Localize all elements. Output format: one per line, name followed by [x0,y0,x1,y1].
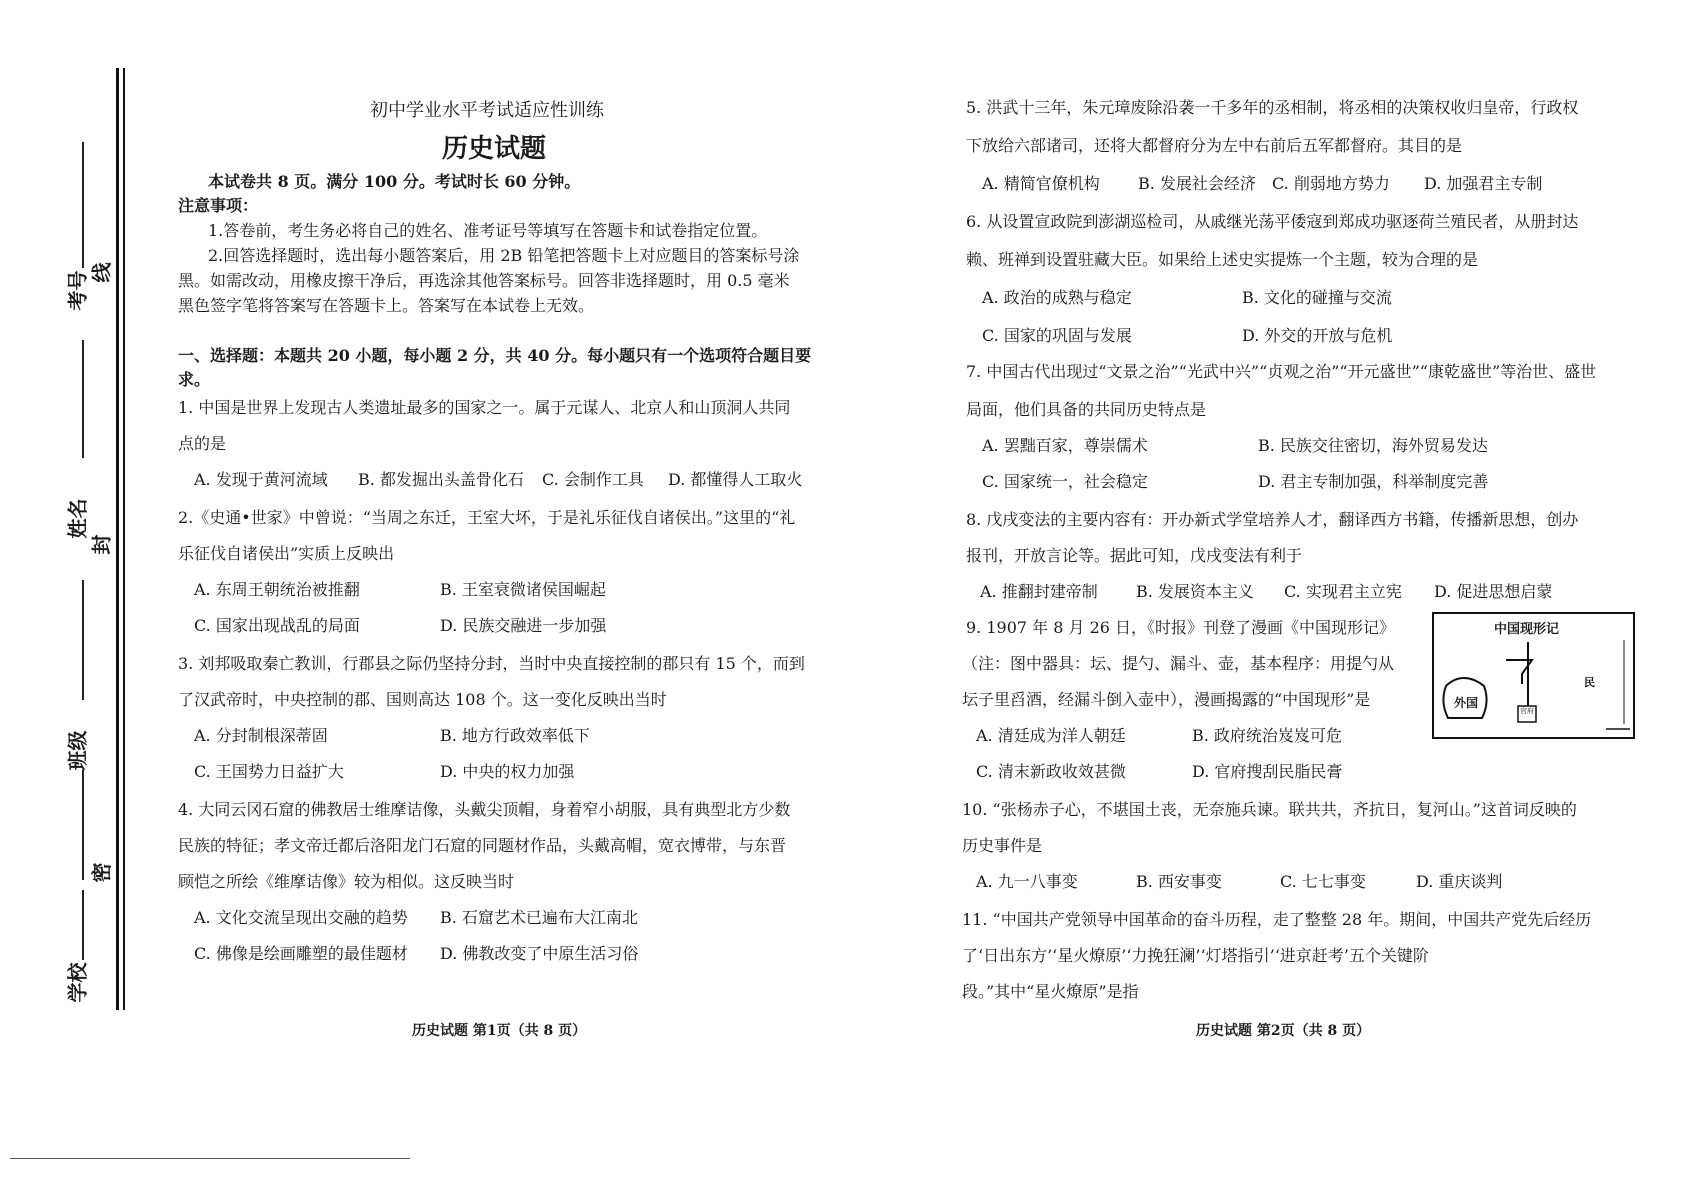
q5-option-c[interactable]: C. 削弱地方势力 [1272,174,1390,193]
question-3-line: 了汉武帝时，中央控制的郡、国则高达 108 个。这一变化反映出当时 [178,690,667,709]
secret-mark: 密 [89,862,114,883]
q4-option-d[interactable]: D. 佛教改变了中原生活习俗 [440,944,639,963]
q8-option-b[interactable]: B. 发展资本主义 [1136,582,1254,601]
question-7-line: 局面，他们具备的共同历史特点是 [966,400,1207,419]
q10-option-b[interactable]: B. 西安事变 [1136,872,1222,891]
notes-title: 注意事项： [178,196,259,215]
school-blank-lower[interactable] [82,890,84,960]
question-5-line: 5. 洪武十三年，朱元璋废除沿袭一千多年的丞相制，将丞相的决策权收归皇帝，行政权 [966,98,1579,117]
subject-heading: 历史试题 [442,134,547,164]
q5-option-b[interactable]: B. 发展社会经济 [1138,174,1256,193]
cartoon-drawing [1434,614,1633,737]
q2-option-d[interactable]: D. 民族交融进一步加强 [440,616,607,635]
question-7-line: 7. 中国古代出现过“文景之治”“光武中兴”“贞观之治”“开元盛世”“康乾盛世”等治世、盛世 [966,362,1597,381]
q10-option-a[interactable]: A. 九一八事变 [976,872,1078,891]
q9-option-c[interactable]: C. 清末新政收效甚微 [976,762,1126,781]
class-label: 班级 [65,730,90,771]
question-3-line: 3. 刘邦吸取秦亡教训，行郡县之际仍坚持分封，当时中央直接控制的郡只有 15 个，而到 [178,654,805,673]
q9-option-b[interactable]: B. 政府统治岌岌可危 [1192,726,1342,745]
question-10-line: 历史事件是 [962,836,1043,855]
q7-option-d[interactable]: D. 君主专制加强，科举制度完善 [1258,472,1489,491]
question-6-line: 6. 从设置宣政院到澎湖巡检司，从戚继光荡平倭寇到郑成功驱逐荷兰殖民者，从册封达 [966,212,1579,231]
q10-option-c[interactable]: C. 七七事变 [1280,872,1366,891]
q1-option-d[interactable]: D. 都懂得人工取火 [668,470,803,489]
question-5-line: 下放给六部诸司，还将大都督府分为左中右前后五军都督府。其目的是 [966,136,1463,155]
question-9-line: 9. 1907 年 8 月 26 日，《时报》刊登了漫画《中国现形记》 [966,618,1396,637]
question-9-line: （注：图中器具：坛、提勺、漏斗、壶，基本程序：用提勺从 [962,654,1395,673]
q1-option-a[interactable]: A. 发现于黄河流域 [194,470,328,489]
q8-option-c[interactable]: C. 实现君主立宪 [1284,582,1402,601]
question-11-line: 11. “中国共产党领导中国革命的奋斗历程，走了整整 28 年。期间，中国共产党先后经历 [962,910,1592,929]
note-line: 1.答卷前，考生务必将自己的姓名、准考证号等填写在答题卡和试卷指定位置。 [208,221,768,240]
exam-number-blank-lower[interactable] [82,340,84,458]
q9-option-d[interactable]: D. 官府搜刮民脂民膏 [1192,762,1343,781]
question-11-line: 了‘日出东方’‘星火燎原’‘力挽狂澜’‘灯塔指引’‘进京赶考’五个关键阶 [962,946,1429,965]
q5-option-a[interactable]: A. 精简官僚机构 [982,174,1100,193]
q1-option-c[interactable]: C. 会制作工具 [542,470,644,489]
class-blank[interactable] [82,580,84,700]
question-11-line: 段。”其中“星火燎原”是指 [962,982,1139,1001]
seal-line-mark: 线 [89,262,114,283]
question-6-line: 赖、班禅到设置驻藏大臣。如果给上述史实提炼一个主题，较为合理的是 [966,250,1479,269]
exam-title: 初中学业水平考试适应性训练 [370,100,604,121]
cartoon-label-people: 民 [1584,676,1595,689]
scan-edge-line [10,1158,410,1159]
q5-option-d[interactable]: D. 加强君主专制 [1424,174,1543,193]
q3-option-a[interactable]: A. 分封制根深蒂固 [194,726,328,745]
question-1-line: 点的是 [178,434,227,453]
binding-line-outer [116,68,119,1010]
page-2-footer: 历史试题 第2页（共 8 页） [1196,1023,1371,1039]
exam-number-blank[interactable] [82,142,84,268]
q6-option-d[interactable]: D. 外交的开放与危机 [1242,326,1393,345]
q2-option-c[interactable]: C. 国家出现战乱的局面 [194,616,360,635]
q7-option-c[interactable]: C. 国家统一，社会稳定 [982,472,1148,491]
note-line: 黑。如需改动，用橡皮擦干净后，再选涂其他答案标号。回答非选择题时，用 0.5 毫米 [178,271,790,290]
school-label: 学校 [65,962,90,1003]
q1-option-b[interactable]: B. 都发掘出头盖骨化石 [358,470,524,489]
q7-option-b[interactable]: B. 民族交往密切，海外贸易发达 [1258,436,1488,455]
question-8-line: 报刊，开放言论等。据此可知，戊戌变法有利于 [966,546,1303,565]
question-2-line: 乐征伐自诸侯出”实质上反映出 [178,544,395,563]
question-8-line: 8. 戊戌变法的主要内容有：开办新式学堂培养人才，翻译西方书籍，传播新思想，创办 [966,510,1579,529]
seal-mark: 封 [89,534,114,555]
page-1-footer: 历史试题 第1页（共 8 页） [412,1023,587,1039]
name-label: 姓名 [65,498,90,539]
q10-option-d[interactable]: D. 重庆谈判 [1416,872,1503,891]
q2-option-a[interactable]: A. 东周王朝统治被推翻 [194,580,360,599]
question-2-line: 2.《史通•世家》中曾说：“当周之东迁，王室大坏，于是礼乐征伐自诸侯出。”这里的“礼 [178,508,796,527]
q8-option-a[interactable]: A. 推翻封建帝制 [980,582,1098,601]
question-4-line: 顾恺之所绘《维摩诘像》较为相似。这反映当时 [178,872,515,891]
q6-option-a[interactable]: A. 政治的成熟与稳定 [982,288,1132,307]
question-10-line: 10. “张杨赤子心，不堪国土丧，无奈施兵谏。联共共，齐抗日，复河山。”这首词反映的 [962,800,1577,819]
q2-option-b[interactable]: B. 王室衰微诸侯国崛起 [440,580,606,599]
question-1-line: 1. 中国是世界上发现古人类遗址最多的国家之一。属于元谋人、北京人和山顶洞人共同 [178,398,791,417]
q9-option-a[interactable]: A. 清廷成为洋人朝廷 [976,726,1126,745]
q4-option-a[interactable]: A. 文化交流呈现出交融的趋势 [194,908,408,927]
q3-option-d[interactable]: D. 中央的权力加强 [440,762,575,781]
intro-text: 本试卷共 8 页。满分 100 分。考试时长 60 分钟。 [208,172,581,191]
exam-number-label: 考号 [65,270,90,311]
q4-option-c[interactable]: C. 佛像是绘画雕塑的最佳题材 [194,944,408,963]
question-4-line: 4. 大同云冈石窟的佛教居士维摩诘像，头戴尖顶帽，身着窄小胡服，具有典型北方少数 [178,800,791,819]
q6-option-c[interactable]: C. 国家的巩固与发展 [982,326,1132,345]
q4-option-b[interactable]: B. 石窟艺术已遍布大江南北 [440,908,638,927]
cartoon-label-foreign: 外国 [1454,696,1479,710]
q6-option-b[interactable]: B. 文化的碰撞与交流 [1242,288,1392,307]
cartoon-title: 中国现形记 [1494,622,1560,637]
note-line: 2.回答选择题时，选出每小题答案后，用 2B 铅笔把答题卡上对应题目的答案标号涂 [208,246,800,265]
note-line: 黑色签字笔将答案写在答题卡上。答案写在本试卷上无效。 [178,296,595,315]
section-title-cont: 求。 [178,370,211,389]
cartoon-figure [1432,612,1635,739]
question-4-line: 民族的特征；孝文帝迁都后洛阳龙门石窟的同题材作品，头戴高帽，宽衣博带，与东晋 [178,836,787,855]
school-blank[interactable] [82,770,84,880]
q3-option-c[interactable]: C. 王国势力日益扩大 [194,762,344,781]
q3-option-b[interactable]: B. 地方行政效率低下 [440,726,590,745]
question-9-line: 坛子里舀酒，经漏斗倒入壶中），漫画揭露的“中国现形”是 [962,690,1371,709]
section-title: 一、选择题：本题共 20 小题，每小题 2 分，共 40 分。每小题只有一个选项符合题目要 [178,346,812,365]
q8-option-d[interactable]: D. 促进思想启蒙 [1434,582,1553,601]
binding-line-inner [123,68,125,1010]
q7-option-a[interactable]: A. 罢黜百家，尊崇儒术 [982,436,1148,455]
cartoon-label-government: 官府 [1520,707,1534,715]
